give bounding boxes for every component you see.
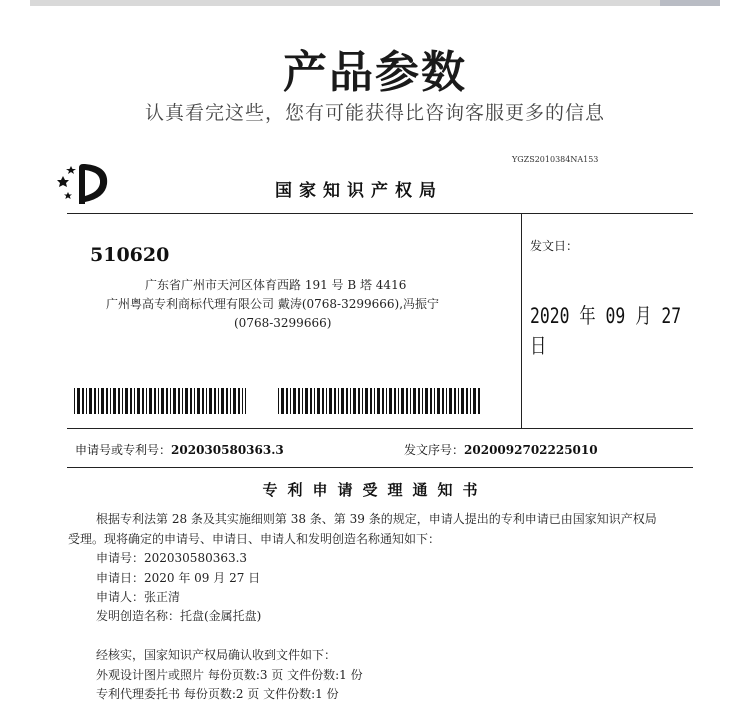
barcode-bar xyxy=(298,388,300,414)
address-line-3: (0768-3299666) xyxy=(234,316,332,330)
barcode-bar xyxy=(82,388,84,414)
barcode-bar xyxy=(94,388,96,414)
serial-number xyxy=(404,441,598,458)
barcode-bar xyxy=(470,388,471,414)
barcode-bar xyxy=(326,388,327,414)
barcode-bar xyxy=(389,388,392,414)
address-line-2: 广州粤高专利商标代理有限公司 戴涛(0768-3299666),冯振宁 xyxy=(106,297,440,311)
barcode-bar xyxy=(134,388,135,414)
top-strip xyxy=(30,0,720,6)
barcode-bar xyxy=(86,388,87,414)
barcode-bar xyxy=(458,388,459,414)
barcode-bar xyxy=(322,388,324,414)
field-applicant: 申请人：张正清 xyxy=(96,590,181,604)
barcode-bar xyxy=(350,388,351,414)
barcode-bar xyxy=(166,388,168,414)
barcode-bar xyxy=(137,388,140,414)
barcode-bar xyxy=(434,388,435,414)
barcode-bar xyxy=(454,388,456,414)
barcode-bar xyxy=(118,388,120,414)
barcode-bar xyxy=(221,388,224,414)
divider-vertical xyxy=(521,213,522,428)
serial-number-value: 2020092702225010 xyxy=(464,443,598,457)
paragraph-line-2: 受理。现将确定的申请号、申请日、申请人和发明创造名称通知如下： xyxy=(68,532,441,546)
barcode-bar xyxy=(161,388,164,414)
send-date: 2020 年 09 月 27 日 xyxy=(530,304,682,358)
barcode-bar xyxy=(182,388,183,414)
barcode-bar xyxy=(406,388,408,414)
barcode-bar xyxy=(142,388,144,414)
barcode-bar xyxy=(206,388,207,414)
barcode-bar xyxy=(89,388,92,414)
barcode-bar xyxy=(430,388,432,414)
barcode-bar xyxy=(386,388,387,414)
barcode-bar xyxy=(106,388,108,414)
barcode-bar xyxy=(98,388,99,414)
barcode-bar xyxy=(77,388,80,414)
barcode-bar xyxy=(278,388,279,414)
barcode-bar xyxy=(202,388,204,414)
barcode-bar xyxy=(302,388,303,414)
barcode-bar xyxy=(334,388,336,414)
barcode-right xyxy=(278,388,481,414)
address-line-1: 广东省广州市天河区体育西路 191 号 B 塔 4416 xyxy=(145,278,407,292)
barcode-bar xyxy=(314,388,315,414)
cnipa-logo-icon xyxy=(55,158,115,206)
barcode-bar xyxy=(466,388,468,414)
barcode-bar xyxy=(125,388,128,414)
barcode-bar xyxy=(101,388,104,414)
file-line-1: 外观设计图片或照片 每份页数:3 页 文件份数:1 份 xyxy=(96,668,363,682)
barcode-bar xyxy=(346,388,348,414)
barcode-bar xyxy=(341,388,344,414)
barcode-bar xyxy=(442,388,444,414)
barcode-bar xyxy=(233,388,236,414)
barcode-bar xyxy=(110,388,111,414)
top-strip-accent xyxy=(660,0,720,6)
barcode-bar xyxy=(353,388,356,414)
field-application-number: 申请号：202030580363.3 xyxy=(96,551,248,565)
barcode-bar xyxy=(338,388,339,414)
barcode-bar xyxy=(281,388,284,414)
barcode-bar xyxy=(130,388,132,414)
barcode-bar xyxy=(362,388,363,414)
postal-code: 510620 xyxy=(90,244,170,266)
barcode-bar xyxy=(293,388,296,414)
file-line-2: 专利代理委托书 每份页数:2 页 文件份数:1 份 xyxy=(96,687,339,701)
barcode-bar xyxy=(245,388,246,414)
barcode-bar xyxy=(209,388,212,414)
barcode-bar xyxy=(146,388,147,414)
page-title: 产品参数 xyxy=(283,47,467,98)
barcode-bar xyxy=(329,388,332,414)
barcode-bar xyxy=(478,388,480,414)
barcode-bar xyxy=(113,388,116,414)
barcode-bar xyxy=(154,388,156,414)
barcode-left xyxy=(74,388,246,414)
barcode-bar xyxy=(149,388,152,414)
barcode-bar xyxy=(214,388,216,414)
barcode-bar xyxy=(173,388,176,414)
check-line: 经核实，国家知识产权局确认收到文件如下： xyxy=(96,648,337,662)
barcode-bar xyxy=(410,388,411,414)
barcode-bar xyxy=(413,388,416,414)
field-invention-title: 发明创造名称：托盘(金属托盘) xyxy=(96,609,262,623)
barcode-bar xyxy=(365,388,368,414)
barcode-bar xyxy=(290,388,291,414)
barcode-bar xyxy=(370,388,372,414)
divider-top xyxy=(67,213,693,214)
barcode-bar xyxy=(305,388,308,414)
barcode-bar xyxy=(185,388,188,414)
serial-number-label: 发文序号： xyxy=(404,443,465,457)
application-number-value: 202030580363.3 xyxy=(171,443,284,457)
barcode-bar xyxy=(382,388,384,414)
send-date-label: 发文日： xyxy=(530,239,579,253)
barcode-bar xyxy=(358,388,360,414)
barcode-bar xyxy=(170,388,171,414)
barcode-bar xyxy=(286,388,288,414)
barcode-bar xyxy=(377,388,380,414)
barcode-bar xyxy=(422,388,423,414)
divider-lower xyxy=(67,467,693,468)
divider-middle xyxy=(67,428,693,429)
barcode-bar xyxy=(418,388,420,414)
paragraph-line-1: 根据专利法第 28 条及其实施细则第 38 条、第 39 条的规定，申请人提出的专利申请已由国家知识产权局 xyxy=(96,512,657,526)
barcode-bar xyxy=(310,388,312,414)
barcode-bar xyxy=(226,388,228,414)
barcode-bar xyxy=(401,388,404,414)
barcode-bar xyxy=(218,388,219,414)
field-application-date: 申请日：2020 年 09 月 27 日 xyxy=(96,571,261,585)
barcode-bar xyxy=(158,388,159,414)
barcode-bar xyxy=(437,388,440,414)
office-name: 国家知识产权局 xyxy=(275,181,443,201)
barcode-bar xyxy=(449,388,452,414)
barcode-bar xyxy=(317,388,320,414)
barcode-bar xyxy=(122,388,123,414)
barcode-bar xyxy=(197,388,200,414)
barcode-bar xyxy=(178,388,180,414)
barcode-bar xyxy=(461,388,464,414)
application-number-label: 申请号或专利号： xyxy=(75,443,172,457)
barcode-bar xyxy=(242,388,243,414)
barcode-bar xyxy=(194,388,195,414)
notice-title: 专利申请受理通知书 xyxy=(262,481,488,499)
barcode-bar xyxy=(74,388,75,414)
barcode-bar xyxy=(394,388,396,414)
barcode-bar xyxy=(446,388,447,414)
application-number xyxy=(75,441,284,458)
barcode-bar xyxy=(238,388,240,414)
barcode-bar xyxy=(398,388,399,414)
barcode-bar xyxy=(190,388,192,414)
barcode-bar xyxy=(374,388,375,414)
barcode-bar xyxy=(473,388,476,414)
page-subtitle: 认真看完这些，您有可能获得比咨询客服更多的信息 xyxy=(144,102,605,124)
document-code: YGZS2010384NA153 xyxy=(512,155,599,164)
barcode-bar xyxy=(230,388,231,414)
barcode-bar xyxy=(425,388,428,414)
